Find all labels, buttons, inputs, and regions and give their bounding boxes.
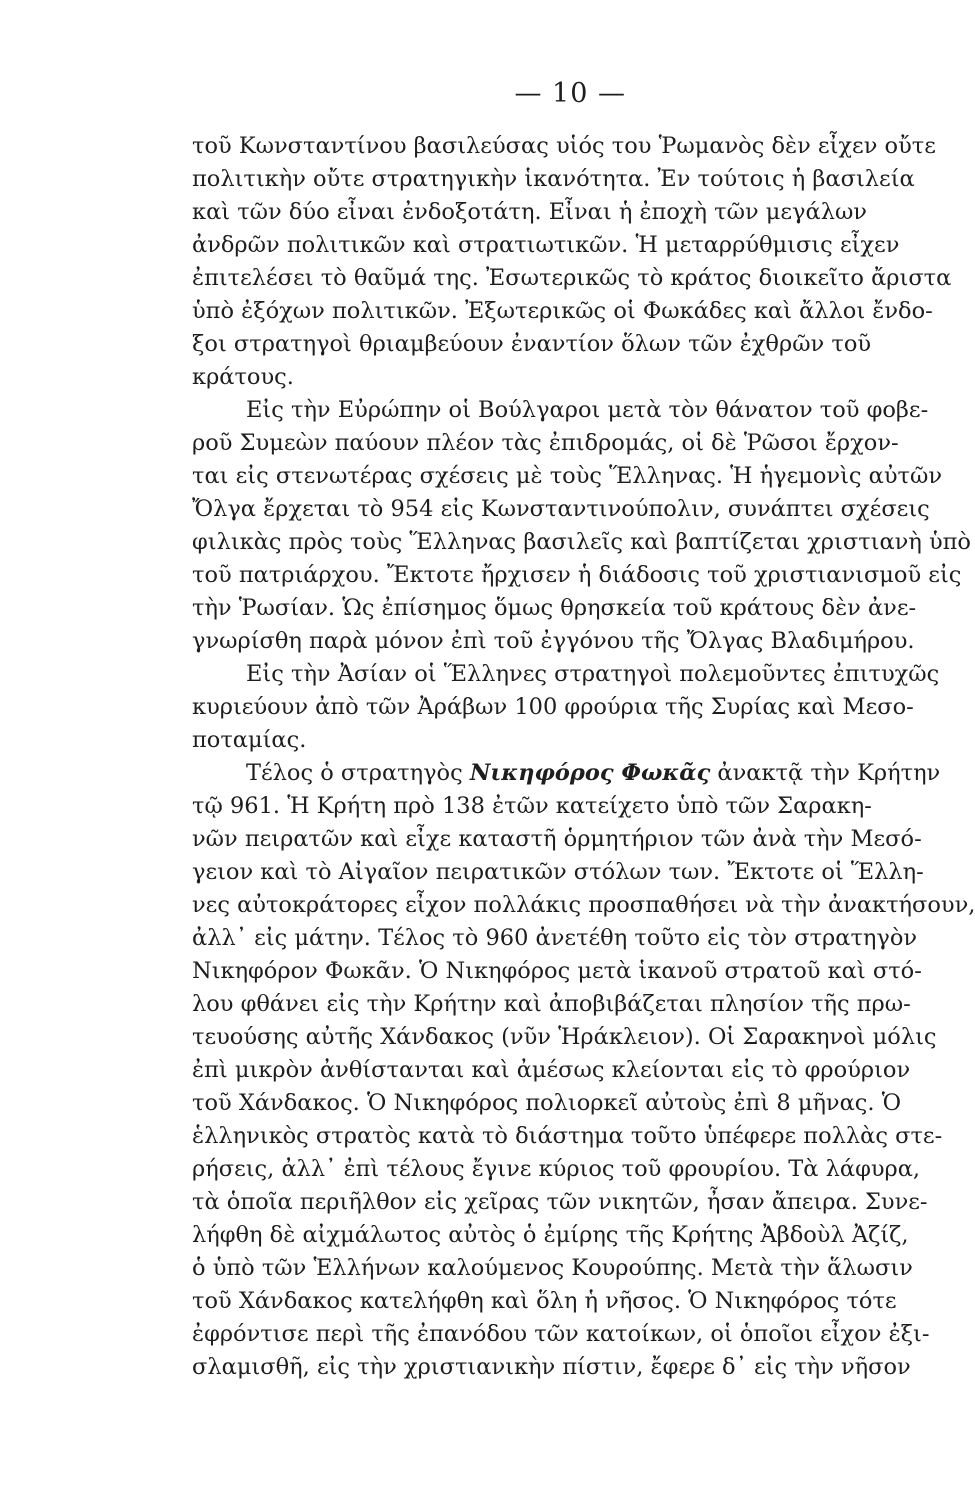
page-number: — 10 —: [514, 78, 626, 109]
text-line: ἑλληνικὸς στρατὸς κατὰ τὸ διάστημα τοῦτο ὑπέφερε πολλὰς στε-: [192, 1123, 943, 1149]
text-line: τοῦ Χάνδακος κατελήφθη καὶ ὅλη ἡ νῆσος. Ὁ Νικηφόρος τότε: [192, 1288, 897, 1314]
text-line: ἐπὶ μικρὸν ἀνθίστανται καὶ ἀμέσως κλείονται εἰς τὸ φρούριον: [192, 1057, 911, 1083]
text-line: γνωρίσθη παρὰ μόνον ἐπὶ τοῦ ἐγγόνου τῆς Ὄλγας Βλαδιμήρου.: [192, 628, 915, 654]
emphasized-name: Νικηφόρος Φωκᾶς: [469, 760, 711, 786]
text-segment: ἀνακτᾷ τὴν Κρήτην: [710, 760, 941, 786]
text-line: τοῦ πατριάρχου. Ἔκτοτε ἤρχισεν ἡ διάδοσις τοῦ χριστιανισμοῦ εἰς: [192, 562, 962, 588]
text-line: ρήσεις, ἀλλ᾽ ἐπὶ τέλους ἔγινε κύριος τοῦ φρουρίου. Τὰ λάφυρα,: [192, 1156, 921, 1182]
text-line: ροῦ Συμεὼν παύουν πλέον τὰς ἐπιδρομάς, οἱ δὲ Ῥῶσοι ἔρχον-: [192, 430, 899, 456]
text-line: Νικηφόρον Φωκᾶν. Ὁ Νικηφόρος μετὰ ἱκανοῦ στρατοῦ καὶ στό-: [192, 958, 922, 984]
text-line: ἀλλ᾽ εἰς μάτην. Τέλος τὸ 960 ἀνετέθη τοῦτο εἰς τὸν στρατηγὸν: [192, 925, 918, 951]
text-line: τῷ 961. Ἡ Κρήτη πρὸ 138 ἐτῶν κατείχετο ὑπὸ τῶν Σαρακη-: [192, 793, 872, 819]
text-line: ὁ ὑπὸ τῶν Ἑλλήνων καλούμενος Κουρούπης. Μετὰ τὴν ἅλωσιν: [192, 1255, 913, 1281]
body-text: [192, 130, 975, 1384]
text-line: τευούσης αὐτῆς Χάνδακος (νῦν Ἡράκλειον). Οἱ Σαρακηνοὶ μόλις: [192, 1024, 937, 1050]
text-line: Εἰς τὴν Εὐρώπην οἱ Βούλγαροι μετὰ τὸν θάνατον τοῦ φοβε-: [246, 397, 929, 423]
text-line: ὑπὸ ἐξόχων πολιτικῶν. Ἐξωτερικῶς οἱ Φωκάδες καὶ ἄλλοι ἔνδο-: [192, 298, 933, 324]
text-line: καὶ τῶν δύο εἶναι ἐνδοξοτάτη. Εἶναι ἡ ἐποχὴ τῶν μεγάλων: [192, 199, 867, 225]
text-line: πολιτικὴν οὔτε στρατηγικὴν ἱκανότητα. Ἐν τούτοις ἡ βασιλεία: [192, 166, 915, 192]
text-line: νες αὐτοκράτορες εἶχον πολλάκις προσπαθήσει νὰ τὴν ἀνακτήσουν,: [192, 892, 975, 918]
text-line: ἐφρόντισε περὶ τῆς ἐπανόδου τῶν κατοίκων, οἱ ὁποῖοι εἶχον ἐξι-: [192, 1321, 930, 1347]
text-line-emphasis: [192, 757, 941, 790]
text-line: λου φθάνει εἰς τὴν Κρήτην καὶ ἀποβιβάζεται πλησίον τῆς πρω-: [192, 991, 911, 1017]
text-line: ποταμίας.: [192, 727, 307, 753]
text-line: τὰ ὁποῖα περιῆλθον εἰς χεῖρας τῶν νικητῶν, ἦσαν ἄπειρα. Συνε-: [192, 1189, 928, 1215]
text-line: λήφθη δὲ αἰχμάλωτος αὐτὸς ὁ ἐμίρης τῆς Κρήτης Ἀβδοὺλ Ἀζίζ,: [192, 1222, 909, 1248]
text-line: κράτους.: [192, 364, 294, 390]
text-line: γειον καὶ τὸ Αἰγαῖον πειρατικῶν στόλων των. Ἔκτοτε οἱ Ἕλλη-: [192, 859, 924, 885]
text-line: φιλικὰς πρὸς τοὺς Ἕλληνας βασιλεῖς καὶ βαπτίζεται χριστιανὴ ὑπὸ: [192, 529, 971, 555]
text-segment: Τέλος ὁ στρατηγὸς: [246, 760, 470, 786]
text-line: σλαμισθῆ, εἰς τὴν χριστιανικὴν πίστιν, ἔφερε δ᾽ εἰς τὴν νῆσον: [192, 1354, 911, 1380]
text-line: ἐπιτελέσει τὸ θαῦμά της. Ἐσωτερικῶς τὸ κράτος διοικεῖτο ἄριστα: [192, 265, 952, 291]
text-line: τοῦ Κωνσταντίνου βασιλεύσας υἱός του Ῥωμανὸς δὲν εἶχεν οὔτε: [192, 133, 936, 159]
text-line: τοῦ Χάνδακος. Ὁ Νικηφόρος πολιορκεῖ αὐτοὺς ἐπὶ 8 μῆνας. Ὁ: [192, 1090, 902, 1116]
text-line: τὴν Ῥωσίαν. Ὡς ἐπίσημος ὅμως θρησκεία τοῦ κράτους δὲν ἀνε-: [192, 595, 917, 621]
text-line: Ὄλγα ἔρχεται τὸ 954 εἰς Κωνσταντινούπολιν, συνάπτει σχέσεις: [192, 496, 930, 522]
text-line: ται εἰς στενωτέρας σχέσεις μὲ τοὺς Ἕλληνας. Ἡ ἡγεμονὶς αὐτῶν: [192, 463, 943, 489]
text-line: ἀνδρῶν πολιτικῶν καὶ στρατιωτικῶν. Ἡ μεταρρύθμισις εἶχεν: [192, 232, 900, 258]
text-line: κυριεύουν ἀπὸ τῶν Ἀράβων 100 φρούρια τῆς Συρίας καὶ Μεσο-: [192, 694, 914, 720]
text-line: ξοι στρατηγοὶ θριαμβεύουν ἐναντίον ὅλων τῶν ἐχθρῶν τοῦ: [192, 331, 872, 357]
text-line: νῶν πειρατῶν καὶ εἶχε καταστῆ ὁρμητήριον τῶν ἀνὰ τὴν Μεσό-: [192, 826, 922, 852]
text-line: Εἰς τὴν Ἀσίαν οἱ Ἕλληνες στρατηγοὶ πολεμοῦντες ἐπιτυχῶς: [246, 661, 940, 687]
